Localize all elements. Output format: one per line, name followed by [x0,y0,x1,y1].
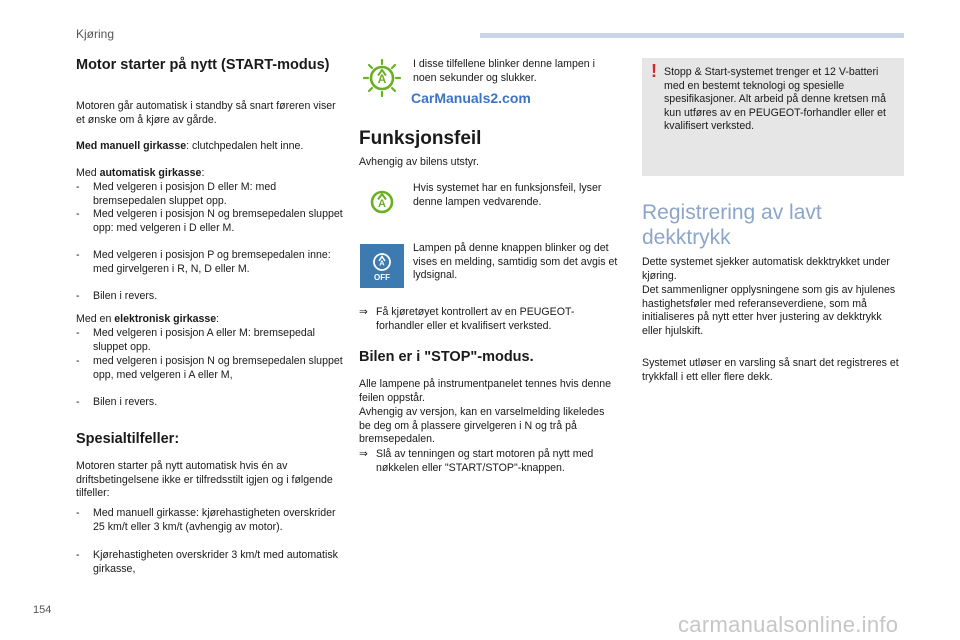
auto-gearbox-list [76,181,344,304]
svg-text:A: A [378,198,386,210]
page-header-bar [480,33,904,38]
warning-icon: ! [651,61,657,81]
stop-start-blink-icon [359,58,405,98]
elec-prefix: Med en [76,313,115,325]
list-item: - Med velgeren i posisjon A eller M: bremsepedal sluppet opp. [76,327,315,353]
tpms-paragraph-2: Det sammenligner opplysningene som gis av hjulenes hastighetsføler med referanseverdiene, som må initialiseres på nytt etter hver justering av dekktrykk eller hjulskift. [642,284,896,337]
warning-box [642,58,904,176]
tpms-paragraph-3: Systemet utløser en varsling så snart det registreres et trykkfall i ett eller flere dekk. [642,357,899,383]
fault-lamp-row [359,182,619,222]
stop-mode-text2: Avhengig av versjon, kan en varselmelding likeledes be deg om å plassere girvelgeren i N og trå på bremsepedalen. [359,406,605,446]
fault-title: Funksjonsfeil [359,128,482,149]
button-lamp-text: Lampen på denne knappen blinker og det vises en melding, samtidig som det avgis et lydsignal. [413,242,618,282]
stop-mode-action: ⇒ Slå av tenningen og start motoren på nytt med nøkkelen eller "START/STOP"-knappen. [359,448,594,474]
stop-start-off-button-icon [360,244,404,288]
svg-text:A: A [379,258,385,268]
manual-gearbox-text: : clutchpedalen helt inne. [186,140,304,152]
tpms-title: Registrering av lavt dekktrykk [642,201,822,249]
list-item: - med velgeren i posisjon N og bremsepedalen sluppet opp, med velgeren i A eller M, [76,355,343,381]
start-mode-title: Motor starter på nytt (START-modus) [76,57,330,73]
elec-suffix: : [216,313,220,325]
manual-gearbox-label: Med manuell girkasse [76,140,187,152]
special-cases-title: Spesialtilfeller: [76,431,180,447]
list-item: - Med manuell girkasse: kjørehastigheten overskrider 25 km/t eller 3 km/t (avhengig av motor). [76,507,336,533]
list-item: - Bilen i revers. [76,396,158,408]
watermark: carmanualsonline.info [678,612,899,637]
svg-text:OFF: OFF [374,273,390,282]
svg-text:A: A [377,72,387,86]
page-number: 154 [33,604,52,616]
auto-prefix: Med [76,167,100,179]
page-header-label: Kjøring [76,27,115,41]
auto-gearbox-heading [76,167,344,181]
arrow-bullet-icon: ⇒ [359,448,368,460]
button-lamp-row [359,242,619,292]
list-item: - Bilen i revers. [76,290,158,302]
brand-stamp: CarManuals2.com [411,90,531,106]
warning-text: Stopp & Start-systemet trenger et 12 V-batteri med en bestemt teknologi og spesielle spesifikasjoner. Alt arbeid på denne kretsen må kun utføres av en PEUGEOT-forhandler eller et kvalifisert verksted. [664,66,887,133]
list-item: - Med velgeren i posisjon D eller M: med bremsepedalen sluppet opp. [76,181,277,207]
manual-gearbox-line [76,140,344,154]
start-mode-intro: Motoren går automatisk i standby så snart føreren viser et ønske om å kjøre av gårde. [76,100,336,126]
elec-gearbox-heading [76,313,344,327]
list-item: - Med velgeren i posisjon N og bremsepedalen sluppet opp: med velgeren i D eller M. [76,208,343,234]
tpms-paragraph-1: Dette systemet sjekker automatisk dekktrykket under kjøring. [642,256,890,282]
fault-lamp-text: Hvis systemet har en funksjonsfeil, lyser denne lampen vedvarende. [413,182,602,208]
check-action: ⇒ Få kjøretøyet kontrollert av en PEUGEOT-forhandler eller et kvalifisert verksted. [359,306,575,332]
list-item: - Med velgeren i posisjon P og bremsepedalen inne: med girvelgeren i R, N, D eller M. [76,249,331,275]
list-item: - Kjørehastigheten overskrider 3 km/t med automatisk girkasse, [76,549,338,575]
special-cases-intro: Motoren starter på nytt automatisk hvis én av driftsbetingelsene ikke er tilfredsstilt igjen og i følgende tilfeller: [76,460,333,500]
auto-suffix: : [201,167,205,179]
stop-mode-title: Bilen er i "STOP"-modus. [359,349,534,365]
arrow-bullet-icon: ⇒ [359,306,368,318]
fault-intro: Avhengig av bilens utstyr. [359,156,479,168]
special-cases-list [76,507,344,576]
blink-lamp-text: I disse tilfellene blinker denne lampen i noen sekunder og slukker. [413,58,595,84]
auto-gearbox-label: automatisk girkasse [99,167,202,179]
elec-gearbox-label: elektronisk girkasse [114,313,217,325]
stop-mode-text1: Alle lampene på instrumentpanelet tennes hvis denne feilen oppstår. [359,378,612,404]
elec-gearbox-list [76,327,344,410]
stop-start-fault-icon [359,182,405,222]
